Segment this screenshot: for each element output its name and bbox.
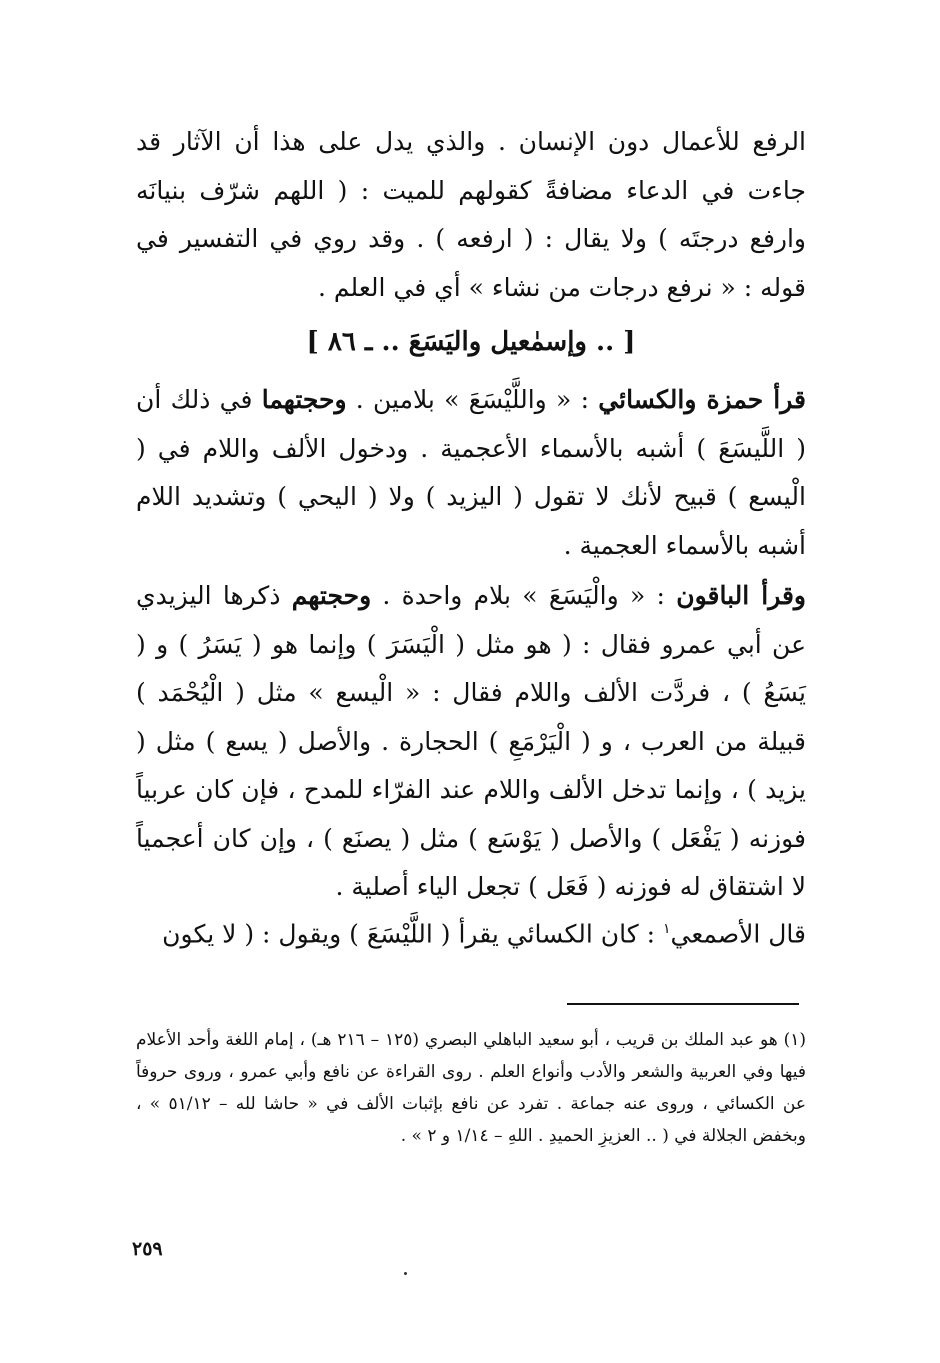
print-speck: [404, 1272, 407, 1275]
reader-names: وقرأ الباقون: [676, 581, 807, 610]
page-number: ٢٥٩: [132, 1238, 163, 1260]
paragraph-2: [136, 376, 806, 570]
reader-names: قرأ حمزة والكسائي: [598, 385, 806, 414]
footnote: [136, 1024, 806, 1152]
argument-label: وحجتهما: [261, 385, 347, 414]
paragraph-1-text: الرفع للأعمال دون الإنسان . والذي يدل على هذا أن الآثار قد جاءت في الدعاء مضافةً كقولهم للميت : ( اللهم شرّف بنيانَه وارفع درجتَه ) ولا يقال : ( ارفعه ) . وقد روي في التفسير في قوله : « نرفع درجات من نشاء » أي في العلم .: [136, 127, 806, 302]
paragraph-3-text-2: ذكرها اليزيدي عن أبي عمرو فقال : ( هو مثل ( الْيَسَرَ ) وإنما هو ( يَسَرُ ) و ( يَسَعُ ) ، فردَّت الألف واللام فقال : « الْيسع » مثل ( الْيُحْمَد ) قبيلة من العرب ، و ( الْيَرْمَعِ ) الحجارة . والأصل ( يسع ) مثل ( يزيد ) ، وإنما تدخل الألف واللام عند الفرّاء للمدح ، فإن كان عربياً فوزنه ( يَفْعَل ) والأصل ( يَوْسَع ) مثل ( يصنَع ) ، وإن كان أعجمياً لا اشتقاق له فوزنه ( فَعَل ) تجعل الياء أصلية .: [136, 581, 806, 901]
paragraph-1: [136, 118, 806, 312]
paragraph-4: [136, 905, 806, 959]
paragraph-2-text-2: في ذلك أن ( اللَّيسَعَ ) أشبه بالأسماء الأعجمية . ودخول الألف واللام في ( الْيسع ) قبيح لأنك لا تقول ( اليزيد ) ولا ( اليحي ) وتشديد اللام أشبه بالأسماء العجمية .: [136, 385, 806, 560]
footnote-text: (١) هو عبد الملك بن قريب ، أبو سعيد الباهلي البصري (١٢٥ – ٢١٦ هـ) ، إمام اللغة وأحد الأعلام فيها وفي العربية والشعر والأدب وأنواع العلم . روى القراءة عن نافع وأبي عمرو ، وروى حروفاً عن الكسائي ، وروى عنه جماعة . تفرد عن نافع بإثبات الألف في « حاشا لله – ٥١/١٢ » ، وبخفض الجلالة في ( .. العزيزِ الحميدِ . اللهِ – ١/١٤ و ٢ » .: [136, 1030, 807, 1146]
footnote-reference: ١: [663, 921, 671, 937]
paragraph-3-text-1: : « والْيَسَعَ » بلام واحدة .: [371, 581, 677, 610]
paragraph-2-text-1: : « واللَّيْسَعَ » بلامين .: [346, 385, 599, 414]
verse-heading: [ .. وإسمٰعيل واليَسَعَ .. ـ ٨٦ ]: [306, 327, 636, 357]
argument-label: وحجتهم: [291, 581, 372, 610]
footnote-divider: [567, 1003, 799, 1005]
paragraph-4-text-2: : كان الكسائي يقرأ ( اللَّيْسَعَ ) ويقول : ( لا يكون: [162, 919, 663, 949]
paragraph-3: [136, 572, 806, 912]
paragraph-4-text-1: قال الأصمعي: [670, 919, 806, 949]
